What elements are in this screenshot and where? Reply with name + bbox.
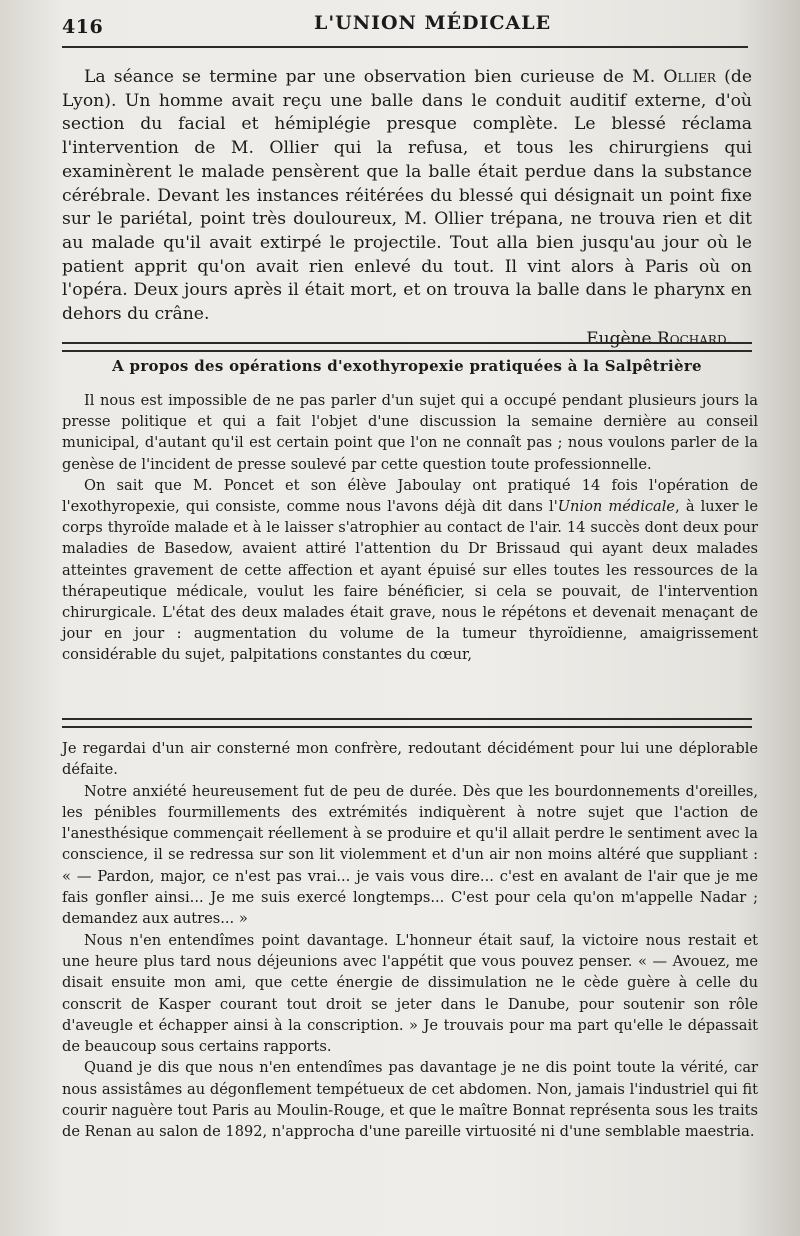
journal-title: L'UNION MÉDICALE [314, 12, 552, 34]
paragraph: Notre anxiété heureusement fut de peu de durée. Dès que les bourdonnements d'oreilles, les pénibles fourmillements des extrémités indiquèrent à notre sujet que l'action de l'anesthésique commençait réellement à se produire et qu'il allait perdre le sentiment avec la conscience, il se redressa sur son lit violemment et d'un air non moins altéré que suppliant : « — Pardon, major, ce n'est pas vrai... je vais vous dire... c'est en avalant de l'air que je me fais gonfler ainsi... Je me suis exercé longtemps... C'est pour cela qu'on m'appelle Nadar ; demandez aux autres... » [62, 782, 758, 928]
signature-last-name: Rochard [656, 328, 727, 349]
report-conclusion [62, 66, 752, 351]
feuilleton-text [62, 738, 758, 1143]
paragraph [62, 475, 758, 666]
header-rule [62, 46, 748, 48]
section-divider [62, 718, 752, 728]
signature-first-name: Eugène [586, 328, 657, 349]
text-run: , à luxer le corps thyroïde malade et à le laisser s'atrophier au contact de l'air. 14 succès dont deux pour maladies de Basedow, avaient attiré l'attention du Dr Brissaud qui ayant deux malades atteintes gravement de cette affection et ayant épuisé sur elles toutes les ressources de la thérapeutique médicale, voulut les faire bénéficier, si cela se pouvait, de l'intervention chirurgicale. L'état des deux malades était grave, nous le répétons et devenait menaçant de jour en jour : augmentation du volume de la tumeur thyroïdienne, amaigrissement considérable du sujet, palpitations constantes du cœur, [62, 498, 758, 664]
author-name: Ollier [663, 67, 716, 87]
paragraph: Je regardai d'un air consterné mon confrère, redoutant décidément pour lui une déplorable défaite. [62, 740, 758, 779]
signature-punct: . [726, 328, 732, 349]
journal-reference: Union médicale [557, 498, 676, 516]
paragraph: Il nous est impossible de ne pas parler d'un sujet qui a occupé pendant plusieurs jours la presse politique et qui a fait l'objet d'une discussion la semaine dernière au conseil municipal, d'autant qu'il est certain point que l'on ne connaît pas ; nous voulons parler de la genèse de l'incident de presse soulevé par cette question toute professionnelle. [62, 392, 758, 473]
section-body [62, 390, 758, 666]
section-divider [62, 342, 752, 352]
paragraph: Nous n'en entendîmes point davantage. L'honneur était sauf, la victoire nous restait et une heure plus tard nous déjeunions avec l'appétit que vous pouvez penser. « — Avouez, me disait ensuite mon ami, que cette énergie de dissimulation ne le cède guère à celle du conscrit de Kasper courant tout droit se jeter dans le Danube, pour soutenir son rôle d'aveugle et échapper ainsi à la conscription. » Je trouvais pour ma part qu'elle le dépassait de beaucoup sous certains rapports. [62, 931, 758, 1056]
section-heading: A propos des opérations d'exothyropexie pratiquées à la Salpêtrière [112, 357, 702, 375]
text-run: (de Lyon). Un homme avait reçu une balle dans le conduit auditif externe, d'où section du facial et hémiplégie presque complète. Le blessé réclama l'intervention de M. Ollier qui la refusa, et tous les chirurgiens qui examinèrent le malade pensèrent que la balle était perdue dans la substance cérébrale. Devant les instances réitérées du blessé qui désignait un point fixe sur le pariétal, point très douloureux, M. Ollier trépana, ne trouva rien et dit au malade qu'il avait extirpé le projectile. Tout alla bien jusqu'au jour où le patient apprit qu'on avait rien enlevé du tout. Il vint alors à Paris où on l'opéra. Deux jours après il était mort, et on trouva la balle dans le pharynx en dehors du crâne. [62, 67, 753, 325]
paragraph: Quand je dis que nous n'en entendîmes pas davantage je ne dis point toute la vérité, car nous assistâmes au dégonflement tempétueux de cet abdomen. Non, jamais l'industriel qui fit courir naguère tout Paris au Moulin-Rouge, et que le maître Bonnat représenta sous les traits de Renan au salon de 1892, n'approcha d'une pareille virtuosité ni d'une semblable maestria. [62, 1059, 758, 1141]
page-header [62, 6, 748, 46]
paragraph [62, 66, 752, 327]
page-number: 416 [62, 16, 104, 38]
text-run: La séance se termine par une observation bien curieuse de M. [84, 67, 664, 87]
text-run: On sait que M. Poncet et son élève Jaboulay ont pratiqué 14 fois l'opération de l'exothyropexie, qui consiste, comme nous l'avons déjà dit dans l' [62, 476, 758, 516]
